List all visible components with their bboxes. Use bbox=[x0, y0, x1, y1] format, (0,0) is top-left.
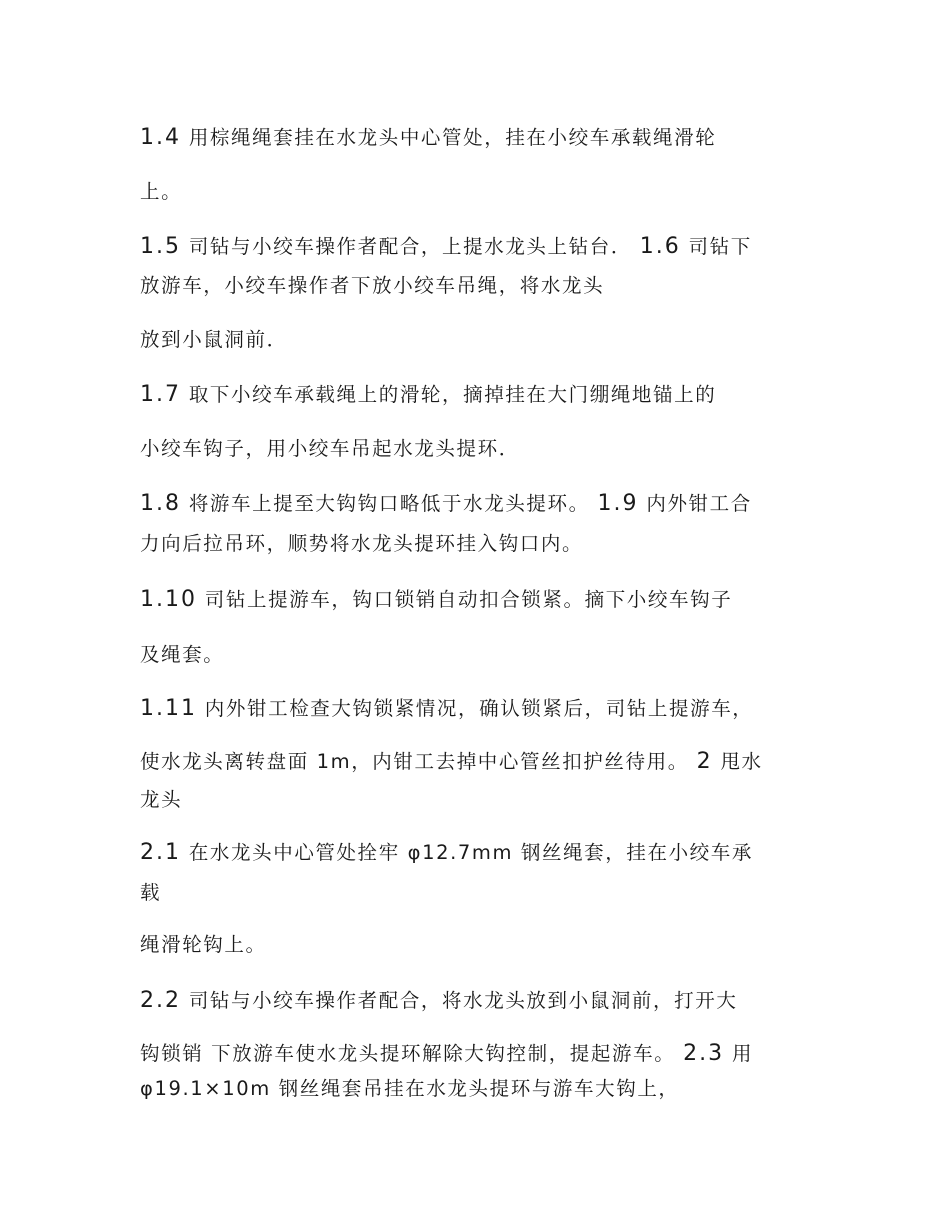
paragraph-line bbox=[140, 750, 763, 774]
paragraph-line bbox=[140, 274, 604, 298]
paragraph-line bbox=[140, 180, 182, 204]
line-text: 上。 bbox=[140, 180, 183, 203]
line-text: 内外钳工检查大钩锁紧情况，确认锁紧后，司钻上提游车， bbox=[204, 697, 754, 720]
paragraph-line bbox=[140, 697, 753, 721]
paragraph-line bbox=[140, 383, 716, 407]
step-number: 1.9 bbox=[597, 491, 639, 516]
paragraph-line bbox=[140, 643, 224, 667]
line-text: 钩锁销 下放游车使水龙头提环解除大钩控制，提起游车。 bbox=[140, 1042, 676, 1065]
line-text: 司钻上提游车，钩口锁销自动扣合锁紧。摘下小绞车钩子 bbox=[204, 588, 733, 611]
step-number: 1.6 bbox=[639, 234, 681, 259]
paragraph-line bbox=[140, 328, 288, 352]
step-number: 1.10 bbox=[140, 587, 197, 612]
line-text: 放到小鼠洞前． bbox=[140, 328, 288, 351]
line-text: φ19.1×10m 钢丝绳套吊挂在水龙头提环与游车大钩上， bbox=[140, 1077, 680, 1100]
line-text: 将游车上提至大钩钩口略低于水龙头提环。 bbox=[188, 492, 590, 515]
line-text: 司钻与小绞车操作者配合，上提水龙头上钻台． bbox=[188, 235, 632, 258]
paragraph-line bbox=[140, 1077, 680, 1101]
line-text: 力向后拉吊环，顺势将水龙头提环挂入钩口内。 bbox=[140, 532, 584, 555]
step-number: 1.5 bbox=[140, 234, 181, 259]
paragraph-line bbox=[140, 532, 583, 556]
step-number: 1.7 bbox=[140, 382, 181, 407]
paragraph-line bbox=[140, 437, 520, 461]
line-text: 用 bbox=[731, 1042, 754, 1065]
paragraph-line bbox=[140, 1042, 753, 1066]
line-text: 在水龙头中心管处拴牢 φ12.7mm 钢丝绳套，挂在小绞车承 bbox=[188, 841, 753, 864]
step-number: 1.4 bbox=[140, 125, 181, 150]
paragraph-line bbox=[140, 588, 732, 612]
paragraph-line bbox=[140, 933, 267, 957]
step-number: 2 bbox=[696, 749, 713, 774]
paragraph-line bbox=[140, 126, 716, 150]
paragraph-line bbox=[140, 492, 752, 516]
line-text: 用棕绳绳套挂在水龙头中心管处，挂在小绞车承载绳滑轮 bbox=[188, 126, 717, 149]
paragraph-line bbox=[140, 989, 737, 1013]
line-text: 放游车，小绞车操作者下放小绞车吊绳，将水龙头 bbox=[140, 274, 605, 297]
line-text: 龙头 bbox=[140, 788, 183, 811]
line-text: 使水龙头离转盘面 1m，内钳工去掉中心管丝扣护丝待用。 bbox=[140, 750, 689, 773]
paragraph-line bbox=[140, 841, 753, 865]
line-text: 司钻与小绞车操作者配合，将水龙头放到小鼠洞前，打开大 bbox=[188, 989, 738, 1012]
paragraph-line bbox=[140, 881, 161, 905]
line-text: 取下小绞车承载绳上的滑轮，摘掉挂在大门绷绳地锚上的 bbox=[188, 383, 717, 406]
line-text: 小绞车钩子，用小绞车吊起水龙头提环． bbox=[140, 437, 520, 460]
paragraph-line bbox=[140, 235, 752, 259]
line-text: 载 bbox=[140, 881, 162, 904]
line-text: 内外钳工合 bbox=[646, 492, 752, 515]
step-number: 1.8 bbox=[140, 491, 181, 516]
line-text: 甩水 bbox=[720, 750, 763, 773]
step-number: 1.11 bbox=[140, 696, 197, 721]
step-number: 2.3 bbox=[683, 1041, 725, 1066]
step-number: 2.2 bbox=[140, 988, 181, 1013]
line-text: 及绳套。 bbox=[140, 643, 225, 666]
step-number: 2.1 bbox=[140, 840, 181, 865]
line-text: 绳滑轮钩上。 bbox=[140, 933, 267, 956]
line-text: 司钻下 bbox=[688, 235, 752, 258]
paragraph-line bbox=[140, 788, 182, 812]
